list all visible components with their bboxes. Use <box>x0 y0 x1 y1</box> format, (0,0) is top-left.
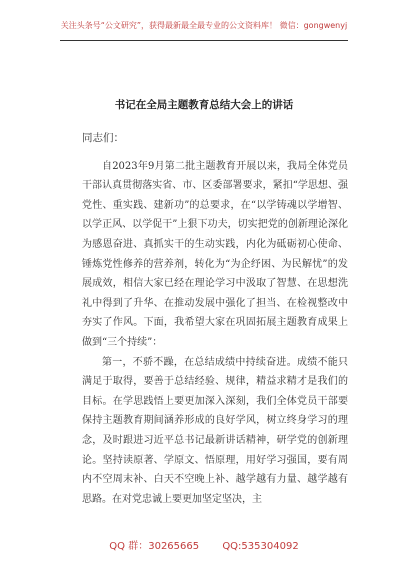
document-body <box>82 117 348 509</box>
footer-qq: QQ:535304092 <box>222 541 299 552</box>
paragraph: 第一，不骄不躁，在总结成绩中持续奋进。成绩不能只满足于取得，要善于总结经验、规律，精益求精才是我们的目标。在学思践悟上要更加深入深刻，我们全体党员干部要保持主题教育期间涵养形成的良好学风，树立终身学习的理念，及时跟进习近平总书记最新讲话精神，研学党的创新理论。坚持读原著、学原文、悟原理，用好学习强国，要有周内不空周末补、白天不空晚上补、越学越有力量、越学越有思路。在对党忠诚上要更加坚定坚决，主 <box>82 356 348 505</box>
salutation: 同志们： <box>82 132 124 144</box>
paragraph: 自2023年9月第二批主题教育开展以来，我局全体党员干部认真贯彻落实省、市、区委部署要求，紧扣“学思想、强党性、重实践、建新功”的总要求，在“以学铸魂以学增智、以学正风、以学促干”上狠下功夫，切实把党的创新理论深化为感恩奋进、真抓实干的生动实践，内化为砥砺初心使命、锤炼党性修养的营养剂，转化为“为企纾困、为民解忧”的发展成效，相信大家已经在理论学习中汲取了智慧、在思想洗礼中得到了升华、在推动发展中强化了担当、在检视整改中夯实了作风。下面，我希望大家在巩固拓展主题教育成果上做到“三个持续”： <box>82 160 348 348</box>
header-divider <box>60 40 348 41</box>
header-banner: 关注头条号“公文研究”，获得最新最全最专业的公文资料库！ 微信：gongwenyj <box>60 21 348 30</box>
document-title: 书记在全局主题教育总结大会上的讲话 <box>114 99 294 111</box>
footer <box>0 537 408 552</box>
footer-qq-group: QQ 群：30265665 <box>109 541 200 552</box>
